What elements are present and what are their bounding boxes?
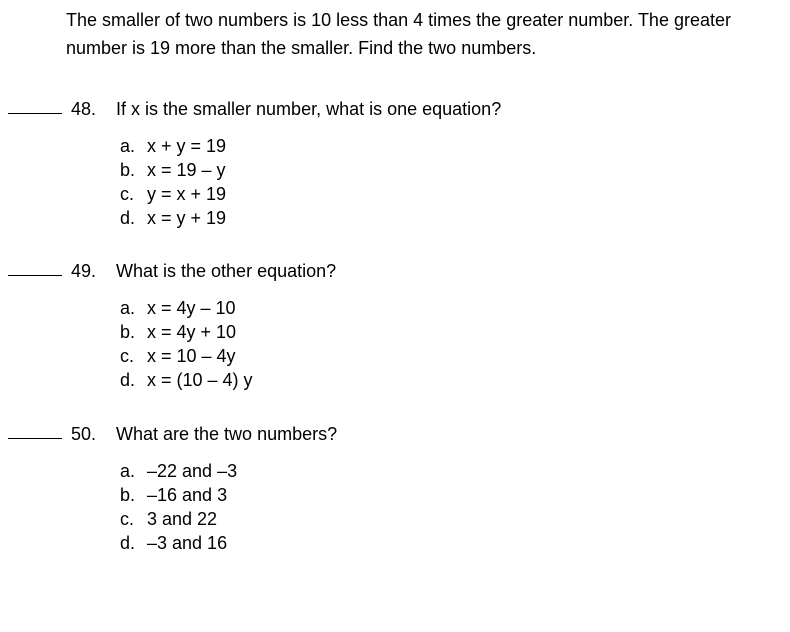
choice-b (120, 483, 237, 507)
choice-c (120, 182, 226, 206)
choice-text: x = 19 – y (147, 160, 226, 180)
choice-letter: b. (120, 322, 136, 342)
answer-blank-49[interactable] (8, 275, 62, 276)
choice-a (120, 296, 253, 320)
question-number: 50. (71, 424, 97, 444)
choice-text: y = x + 19 (147, 184, 227, 204)
answer-blank-48[interactable] (8, 113, 62, 114)
choice-text: x = y + 19 (147, 208, 227, 228)
choice-text: 3 and 22 (147, 509, 218, 529)
question-number: 48. (71, 99, 97, 119)
choice-c (120, 507, 237, 531)
choice-letter: c. (120, 509, 135, 529)
choice-letter: d. (120, 370, 136, 390)
choice-letter: a. (120, 298, 136, 318)
choice-list (120, 296, 253, 392)
choice-list (120, 459, 237, 555)
choice-text: x = (10 – 4) y (147, 370, 253, 390)
choice-letter: b. (120, 485, 136, 505)
choice-d (120, 206, 226, 230)
choice-c (120, 344, 253, 368)
choice-a (120, 459, 237, 483)
question-text: What are the two numbers? (116, 424, 338, 444)
choice-text: –3 and 16 (147, 533, 228, 553)
choice-letter: a. (120, 136, 136, 156)
choice-letter: b. (120, 160, 136, 180)
problem-statement: The smaller of two numbers is 10 less than 4 times the greater number. The greater number is 19 more than the smaller. Find the two numbers. (66, 10, 731, 58)
choice-letter: a. (120, 461, 136, 481)
choice-b (120, 158, 226, 182)
choice-text: x = 4y + 10 (147, 322, 237, 342)
choice-letter: d. (120, 208, 136, 228)
question-text: What is the other equation? (116, 261, 337, 281)
choice-b (120, 320, 253, 344)
choice-d (120, 368, 253, 392)
choice-letter: c. (120, 184, 135, 204)
choice-letter: d. (120, 533, 136, 553)
choice-text: x = 4y – 10 (147, 298, 236, 318)
choice-text: x = 10 – 4y (147, 346, 236, 366)
choice-d (120, 531, 237, 555)
choice-list (120, 134, 226, 230)
choice-letter: c. (120, 346, 135, 366)
choice-text: –22 and –3 (147, 461, 238, 481)
answer-blank-50[interactable] (8, 438, 62, 439)
question-number: 49. (71, 261, 97, 281)
choice-text: –16 and 3 (147, 485, 228, 505)
choice-text: x + y = 19 (147, 136, 227, 156)
choice-a (120, 134, 226, 158)
question-text: If x is the smaller number, what is one equation? (116, 99, 502, 119)
